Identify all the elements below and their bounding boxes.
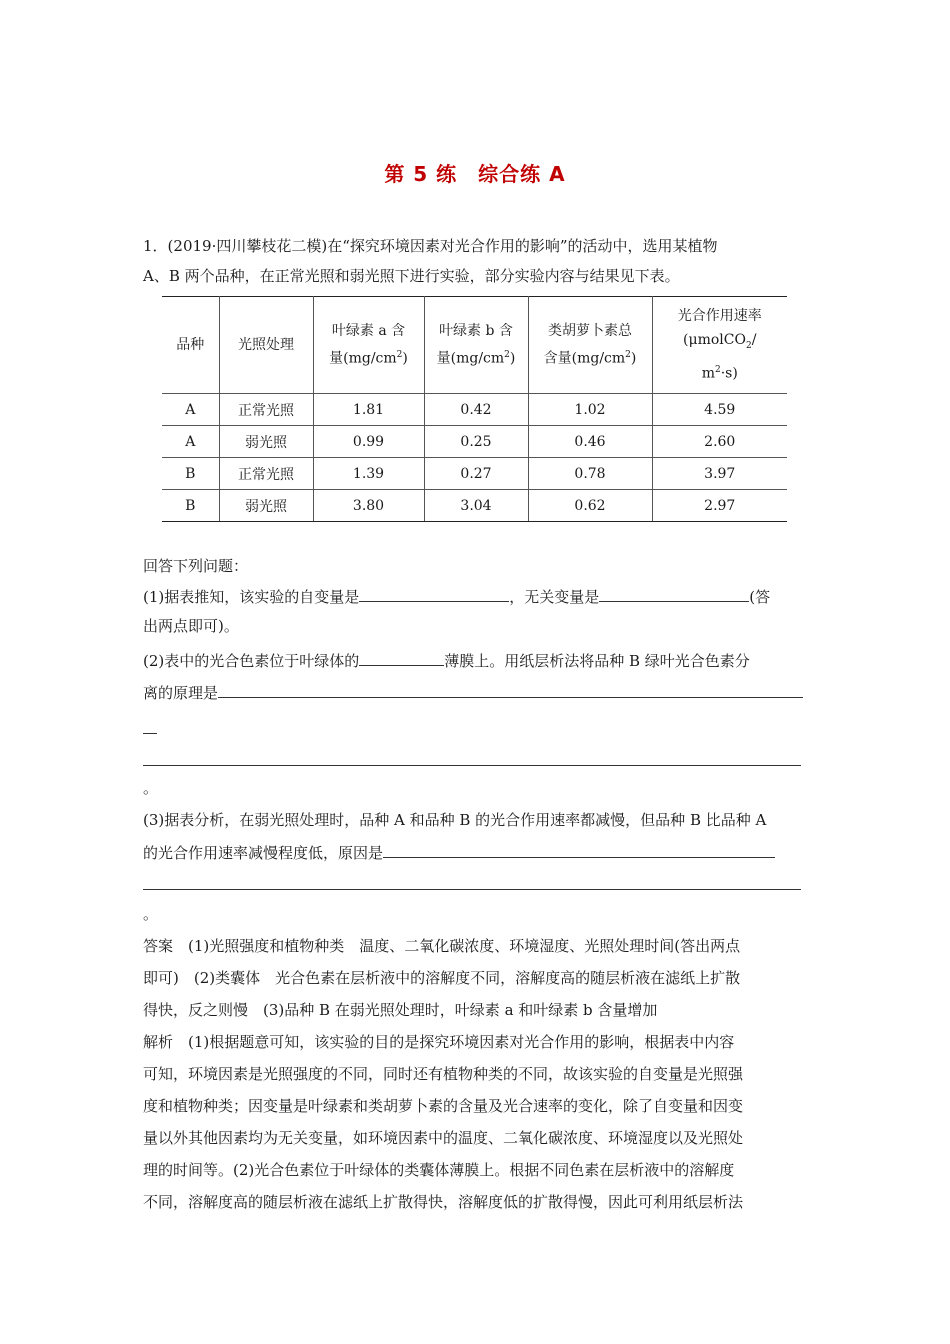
period-mark: 。 (143, 905, 159, 923)
cell-chl-a: 0.99 (313, 426, 424, 458)
answer-line-short[interactable] (143, 733, 157, 734)
header-photosynthesis-rate: 光合作用速率 (μmolCO$_2$/ $m^2\cdot s$) (652, 297, 787, 394)
answer-line-3: 得快，反之则慢 (3)品种 B 在弱光照处理时，叶绿素 a 和叶绿素 b 含量增加 (143, 1001, 658, 1019)
page-title: 第 5 练 综合练 A (384, 162, 566, 186)
answer-line-2: 即可) (2)类囊体 光合色素在层析液中的溶解度不同，溶解度高的随层析液在滤纸上扩散 (143, 969, 741, 987)
header-chl-b: 叶绿素 b 含 量$(mg/cm^2)$ (424, 297, 528, 394)
subquestion-3: (3)据表分析，在弱光照处理时，品种 A 和品种 B 的光合作用速率都减慢，但品种 B 比品种 A (143, 811, 767, 829)
cell-light: 弱光照 (219, 490, 313, 522)
cell-chl-a: 1.81 (313, 394, 424, 426)
analysis-line-6: 不同，溶解度高的随层析液在滤纸上扩散得快，溶解度低的扩散得慢，因此可利用纸层析法 (143, 1193, 744, 1211)
subquestion-3-cont: 的光合作用速率减慢程度低，原因是 (143, 842, 775, 863)
cell-carotenoid: 1.02 (528, 394, 652, 426)
cell-chl-a: 1.39 (313, 458, 424, 490)
table-row (162, 394, 787, 426)
prompt-text: 回答下列问题： (143, 557, 249, 575)
answer-blank-independent-variable[interactable] (359, 586, 509, 602)
table-row (162, 458, 787, 490)
cell-rate: 4.59 (652, 394, 787, 426)
cell-variety: A (162, 426, 219, 458)
question-stem-line-2: A、B 两个品种，在正常光照和弱光照下进行实验，部分实验内容与结果见下表。 (143, 267, 680, 285)
subquestion-1: (1)据表推知，该实验的自变量是 ，无关变量是 (答 (143, 588, 771, 606)
cell-carotenoid: 0.78 (528, 458, 652, 490)
answer-blank-reason[interactable] (383, 842, 775, 858)
answer-line-reason-2[interactable] (143, 889, 801, 890)
period-mark: 。 (143, 779, 159, 797)
cell-variety: B (162, 458, 219, 490)
question-stem-line-1: 1．(2019·四川攀枝花二模)在“探究环境因素对光合作用的影响”的活动中，选用某植物 (143, 237, 718, 255)
table-row (162, 490, 787, 522)
header-variety: 品种 (162, 297, 219, 394)
analysis-line-1: 解析 (1)根据题意可知，该实验的目的是探究环境因素对光合作用的影响，根据表中内容 (143, 1033, 735, 1051)
answer-blank-principle[interactable] (218, 682, 803, 698)
analysis-line-2: 可知，环境因素是光照强度的不同，同时还有植物种类的不同，故该实验的自变量是光照强 (143, 1065, 744, 1083)
subquestion-2: (2)表中的光合色素位于叶绿体的 薄膜上。用纸层析法将品种 B 绿叶光合色素分 (143, 652, 750, 670)
answer-blank-irrelevant-variable[interactable] (599, 586, 749, 602)
analysis-line-4: 量以外其他因素均为无关变量，如环境因素中的温度、二氧化碳浓度、环境湿度以及光照处 (143, 1129, 744, 1147)
cell-rate: 2.97 (652, 490, 787, 522)
cell-variety: A (162, 394, 219, 426)
answer-line-1: 答案 (1)光照强度和植物种类 温度、二氧化碳浓度、环境湿度、光照处理时间(答出两点 (143, 937, 741, 955)
cell-carotenoid: 0.62 (528, 490, 652, 522)
cell-chl-b: 0.27 (424, 458, 528, 490)
cell-chl-b: 0.42 (424, 394, 528, 426)
cell-chl-a: 3.80 (313, 490, 424, 522)
table-header-row (162, 297, 787, 394)
cell-rate: 2.60 (652, 426, 787, 458)
cell-rate: 3.97 (652, 458, 787, 490)
answer-blank-membrane[interactable] (359, 650, 444, 666)
cell-chl-b: 3.04 (424, 490, 528, 522)
table-row (162, 426, 787, 458)
answer-line-principle-2[interactable] (143, 765, 801, 766)
cell-chl-b: 0.25 (424, 426, 528, 458)
cell-carotenoid: 0.46 (528, 426, 652, 458)
header-carotenoid: 类胡萝卜素总 含量$(mg/cm^2)$ (528, 297, 652, 394)
header-chl-a: 叶绿素 a 含 量$(mg/cm^2)$ (313, 297, 424, 394)
cell-light: 弱光照 (219, 426, 313, 458)
header-light: 光照处理 (219, 297, 313, 394)
cell-variety: B (162, 490, 219, 522)
analysis-line-3: 度和植物种类；因变量是叶绿素和类胡萝卜素的含量及光合速率的变化，除了自变量和因变 (143, 1097, 744, 1115)
cell-light: 正常光照 (219, 394, 313, 426)
results-table (162, 296, 787, 522)
subquestion-1-cont: 出两点即可)。 (143, 617, 239, 635)
cell-light: 正常光照 (219, 458, 313, 490)
analysis-line-5: 理的时间等。(2)光合色素位于叶绿体的类囊体薄膜上。根据不同色素在层析液中的溶解度 (143, 1161, 735, 1179)
subquestion-2-cont: 离的原理是 (143, 682, 803, 703)
